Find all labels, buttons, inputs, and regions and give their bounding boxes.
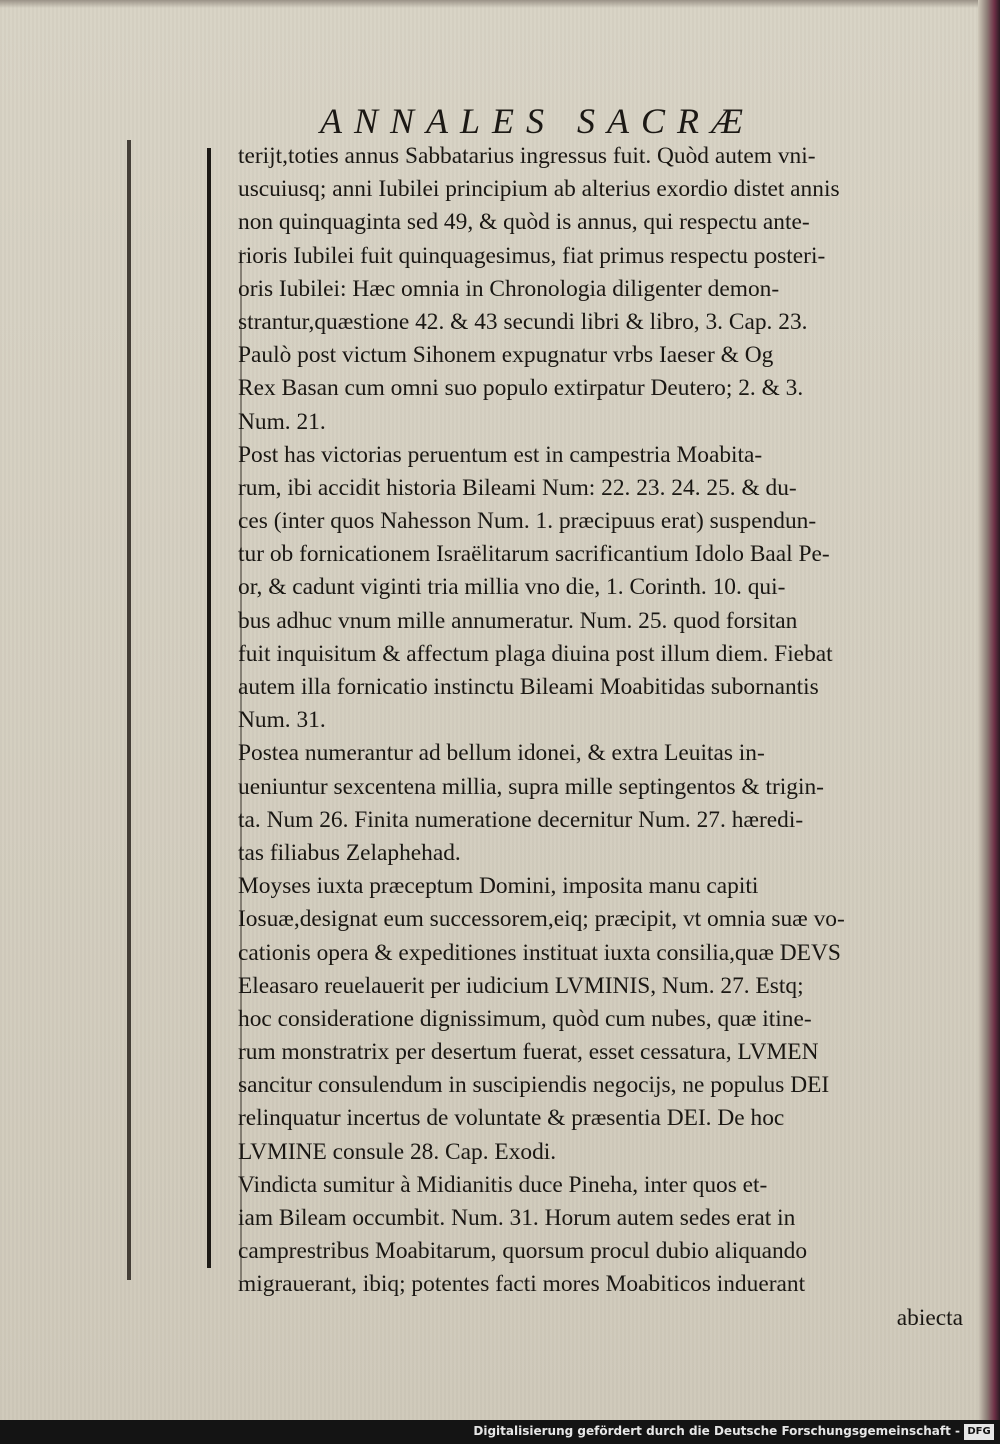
catchword: abiecta [896,1304,963,1331]
text-line: or, & cadunt viginti tria millia vno die, 1. Corinth. 10. qui- [238,574,786,601]
funding-credit: Digitalisierung gefördert durch die Deutsche Forschungsgemeinschaft - [473,1424,960,1438]
text-bracket-line [207,148,211,1268]
text-line: Num. 21. [238,408,326,435]
text-line: Iosuæ,designat eum successorem,eiq; præcipit, vt omnia suæ vo- [238,906,845,933]
text-line: Paulò post victum Sihonem expugnatur vrbs Iaeser & Og [238,342,774,369]
text-line: strantur,quæstione 42. & 43 secundi libri & libro, 3. Cap. 23. [238,308,808,335]
text-line: LVMINE consule 28. Cap. Exodi. [238,1138,557,1165]
text-line: non quinquaginta sed 49, & quòd is annus, qui respectu ante- [238,209,810,236]
text-line: tur ob fornicationem Israëlitarum sacrificantium Idolo Baal Pe- [238,541,830,568]
text-line: uscuiusq; anni Iubilei principium ab alterius exordio distet annis [238,176,840,203]
page-top-edge [0,0,1000,8]
text-line: autem illa fornicatio instinctu Bileami Moabitidas subornantis [238,674,819,700]
footer-bar [0,1420,1000,1444]
text-line: tas filiabus Zelaphehad. [238,839,461,866]
text-line: Postea numerantur ad bellum idonei, & extra Leuitas in- [238,740,765,767]
text-line: ueniuntur sexcentena millia, supra mille septingentos & trigin- [238,773,824,800]
text-line: sancitur consulendum in suscipiendis negocijs, ne populus DEI [238,1072,830,1099]
text-line: Num. 31. [238,707,326,734]
text-line: rum monstratrix per desertum fuerat, esset cessatura, LVMEN [238,1039,819,1066]
text-line: iam Bileam occumbit. Num. 31. Horum autem sedes erat in [238,1205,796,1231]
text-line: relinquatur incertus de voluntate & præsentia DEI. De hoc [238,1105,785,1132]
text-line: ces (inter quos Nahesson Num. 1. præcipuus erat) suspendun- [238,508,817,535]
text-line: oris Iubilei: Hæc omnia in Chronologia diligenter demon- [238,275,780,302]
text-line: Post has victorias peruentum est in campestria Moabita- [238,441,763,468]
text-line: rum, ibi accidit historia Bileami Num: 22. 23. 24. 25. & du- [238,474,797,501]
text-line: fuit inquisitum & affectum plaga diuina post illum diem. Fiebat [238,640,833,667]
text-line: cationis opera & expeditiones instituat iuxta consilia,quæ DEVS [238,939,841,966]
text-line: ta. Num 26. Finita numeratione decernitur Num. 27. hæredi- [238,806,804,833]
text-line: Rex Basan cum omni suo populo extirpatur Deutero; 2. & 3. [238,375,804,402]
text-line: Moyses iuxta præceptum Domini, imposita manu capiti [238,873,759,900]
dfg-logo: DFG [964,1424,994,1440]
running-head: ANNALES SACRÆ [320,101,756,141]
page-binding-edge [978,0,1000,1420]
text-line: Vindicta sumitur à Midianitis duce Pineha, inter quos et- [238,1171,768,1198]
margin-rule [127,140,131,1280]
text-line: bus adhuc vnum mille annumeratur. Num. 25. quod forsitan [238,607,798,634]
text-line: rioris Iubilei fuit quinquagesimus, fiat primus respectu posteri- [238,242,826,269]
text-line: Eleasaro reuelauerit per iudicium LVMINIS, Num. 27. Estq; [238,972,804,999]
text-line: camprestribus Moabitarum, quorsum procul dubio aliquando [238,1238,808,1265]
body-text [238,140,963,1335]
text-line: migrauerant, ibiq; potentes facti mores Moabiticos induerant [238,1271,806,1298]
text-line: hoc consideratione dignissimum, quòd cum nubes, quæ itine- [238,1005,812,1032]
text-line: terijt,toties annus Sabbatarius ingressus fuit. Quòd autem vni- [238,143,816,169]
